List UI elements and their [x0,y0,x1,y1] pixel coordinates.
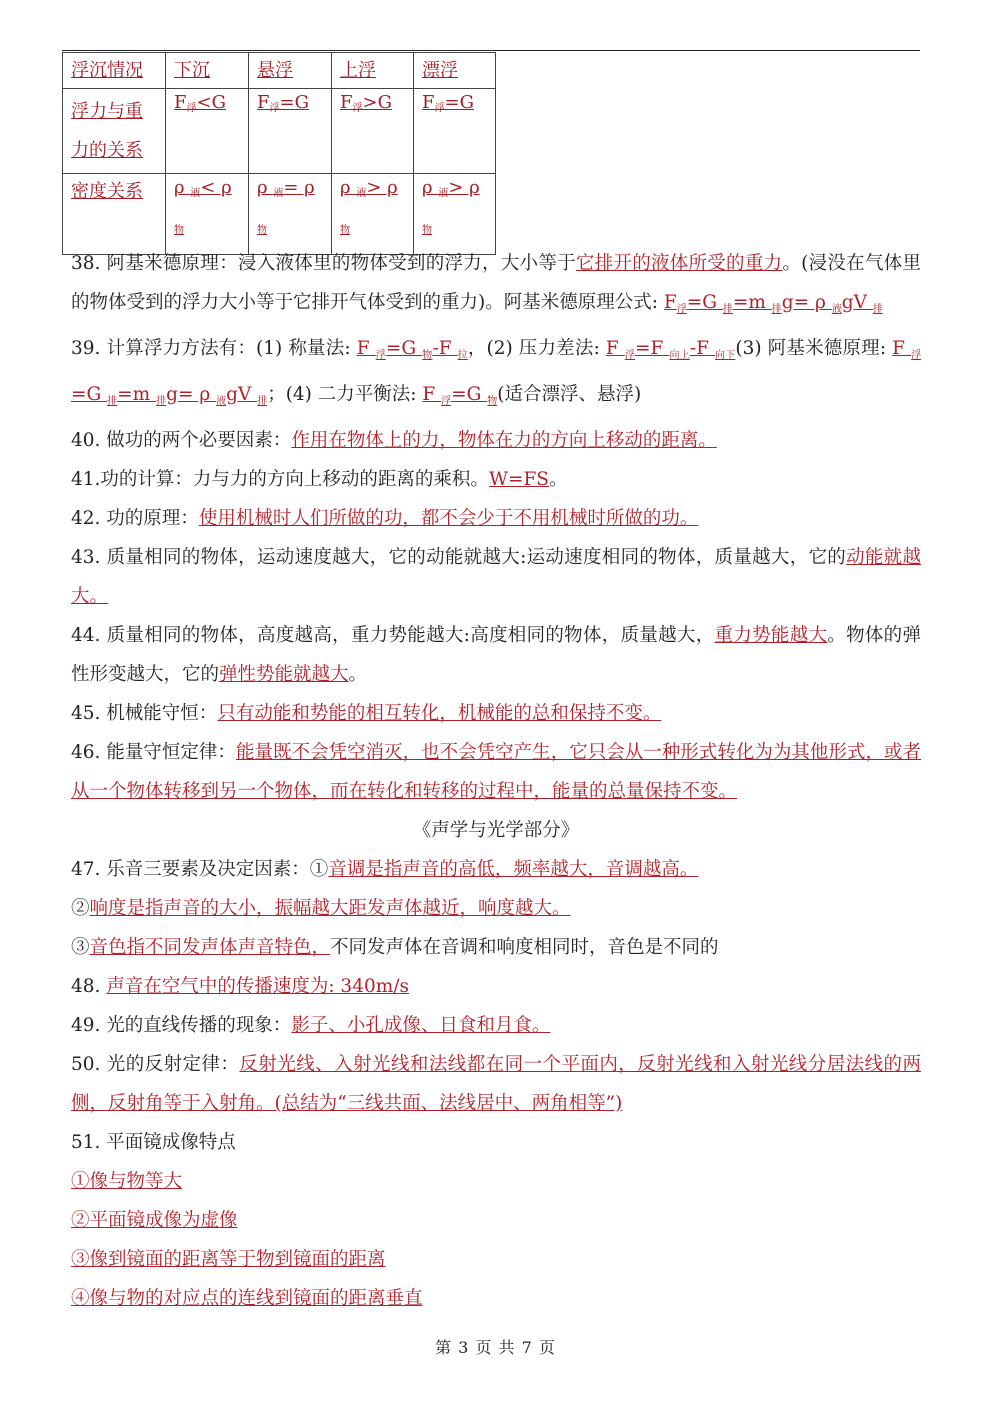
text: 50. 光的反射定律： [71,1054,240,1075]
text: (适合漂浮、悬浮) [497,384,642,405]
paragraph [71,1123,921,1162]
cell-text: 下沉 [174,60,210,81]
key-answer: gV [841,292,873,313]
key-answer: 物 [487,396,498,407]
cell-text: < ρ [200,177,232,198]
key-answer: =G [451,384,488,405]
text: ；(4) 二力平衡法: [267,384,423,405]
cell-subscript: 浮 [269,103,280,114]
key-answer: -F [432,338,458,359]
paragraph [71,538,921,616]
text: 48. [71,976,107,997]
key-answer: 它排开的液体所受的重力 [575,253,783,274]
text: 43. 质量相同的物体，运动速度越大，它的动能就越大:运动速度相同的物体，质量越大，它的 [71,547,847,568]
cell-text: > ρ [366,177,398,198]
section-title [71,811,921,850]
text: 41.功的计算：力与力的方向上移动的距离的乘积。 [71,469,489,490]
paragraph [71,1201,921,1240]
paragraph [71,1279,921,1318]
key-answer: 排 [771,304,782,315]
text: 40. 做功的两个必要因素： [71,430,292,451]
key-answer: 只有动能和势能的相互转化，机械能的总和保持不变。 [217,703,662,724]
paragraph [71,499,921,538]
cell-text: 浮力与重力的关系 [71,101,143,161]
key-answer: gV [226,384,258,405]
cell-text: >G [362,92,392,113]
text: 。物体的弹性形变越大，它的 [71,625,921,685]
text: 不同发声体在音调和响度相同时，音色是不同的 [330,937,719,958]
text: 《声学与光学部分》 [412,820,580,841]
paragraph [71,460,921,499]
cell-subscript: 物 [257,225,267,236]
key-answer: 音色指不同发声体声音特色， [89,937,331,958]
key-answer: 浮 [624,350,636,361]
cell-subscript: 液 [190,188,201,199]
key-answer: =G [686,292,723,313]
key-answer: 排 [722,304,733,315]
paragraph [71,733,921,811]
header-rule [62,50,920,51]
table-row [63,89,496,174]
key-answer: 排 [872,304,883,315]
cell-text: 浮沉情况 [71,60,143,81]
table-cell [332,53,414,89]
key-answer: 浮 [911,350,922,361]
key-answer: =m [732,292,772,313]
table-cell [414,53,496,89]
table-cell [63,174,166,255]
key-answer: g= ρ [781,292,832,313]
text: 38. 阿基米德原理：浸入液体里的物体受到的浮力，大小等于 [71,253,576,274]
key-answer: 拉 [457,350,468,361]
cell-text: = ρ [283,177,315,198]
key-answer: =G [71,384,108,405]
table-cell [332,174,414,255]
key-answer: 排 [257,396,268,407]
cell-text: 漂浮 [422,60,458,81]
table-cell [166,174,249,255]
key-answer: g= ρ [166,384,217,405]
key-answer: 向下 [715,350,736,361]
cell-subscript: 液 [438,188,449,199]
key-answer: 能量既不会凭空消灭，也不会凭空产生，它只会从一种形式转化为为其他形式，或者从一个物体转移到另一个物体，而在转化和转移的过程中，能量的总量保持不变。 [71,742,921,802]
key-answer: 液 [216,396,227,407]
key-answer: 物 [422,350,433,361]
table-cell [414,89,496,174]
text: 。 [348,664,368,685]
paragraph [71,1240,921,1279]
key-answer: ②平面镜成像为虚像 [71,1210,238,1231]
key-answer: 影子、小孔成像、日食和月食。 [291,1015,551,1036]
key-answer: =m [117,384,157,405]
cell-subscript: 物 [422,225,432,236]
cell-subscript: 液 [273,188,284,199]
key-answer: F [663,292,677,313]
paragraph [71,1006,921,1045]
table-row [63,53,496,89]
key-answer: 浮 [676,304,687,315]
table-cell [249,89,332,174]
page-footer: 第 3 页 共 7 页 [435,1338,556,1357]
table-cell [249,174,332,255]
key-answer: 音调是指声音的高低，频率越大，音调越高。 [328,859,699,880]
cell-text: F [422,92,435,113]
cell-subscript: 浮 [352,103,363,114]
cell-text: 密度关系 [71,181,143,202]
cell-text: ρ [174,177,191,198]
key-answer: 反射光线、入射光线和法线都在同一个平面内，反射光线和入射光线分居法线的两侧，反射角等于入射角。(总结为“三线共面、法线居中、两角相等”) [71,1054,921,1114]
cell-text: F [174,92,187,113]
key-answer: 浮 [441,396,452,407]
table-cell [63,53,166,89]
cell-text: 悬浮 [257,60,293,81]
key-answer: =F [635,338,670,359]
text: 。(浸没在气体里的物体受到的浮力大小等于它排开气体受到的重力)。阿基米德原理公式: [71,253,921,313]
cell-text: ρ [340,177,357,198]
document-body [71,244,921,1318]
key-answer: 动能就越大。 [71,547,921,607]
key-answer: 排 [156,396,167,407]
key-answer: 重力势能越大 [714,625,828,646]
key-answer: =G [385,338,423,359]
key-answer: 作用在物体上的力，物体在力的方向上移动的距离。 [291,430,717,451]
cell-text: > ρ [448,177,480,198]
key-answer: F [422,384,442,405]
key-answer: 响度是指声音的大小，振幅越大距发声体越近，响度越大。 [89,898,571,919]
cell-subscript: 物 [174,225,184,236]
text: 42. 功的原理： [71,508,199,529]
paragraph [71,1162,921,1201]
cell-text: F [257,92,270,113]
paragraph [71,1045,921,1123]
key-answer: ④像与物的对应点的连线到镜面的距离垂直 [71,1288,423,1309]
paragraph [71,850,921,889]
text: 51. 平面镜成像特点 [71,1132,236,1153]
text: ② [71,898,90,919]
table-cell [249,53,332,89]
text: 44. 质量相同的物体，高度越高，重力势能越大:高度相同的物体，质量越大， [71,625,715,646]
key-answer: F [892,338,912,359]
cell-text: <G [196,92,226,113]
key-answer: -F [689,338,715,359]
text: 46. 能量守恒定律： [71,742,236,763]
table-row [63,174,496,255]
paragraph [71,928,921,967]
key-answer: 向上 [669,350,690,361]
cell-subscript: 浮 [186,103,197,114]
text: 。 [548,469,568,490]
key-answer: 液 [831,304,842,315]
text: ，(2) 压力差法: [467,338,606,359]
table-cell [414,174,496,255]
text: (3) 阿基米德原理: [735,338,893,359]
key-answer: 使用机械时人们所做的功，都不会少于不用机械时所做的功。 [198,508,699,529]
buoyancy-table [62,52,496,255]
table-cell [63,89,166,174]
text: 49. 光的直线传播的现象： [71,1015,292,1036]
key-answer: 排 [107,396,118,407]
paragraph [71,694,921,733]
cell-text: =G [444,92,474,113]
cell-subscript: 浮 [434,103,445,114]
key-answer: 弹性势能就越大 [219,664,349,685]
key-answer: F [356,338,376,359]
key-answer: 浮 [375,350,386,361]
cell-text: ρ [422,177,439,198]
cell-text: ρ [257,177,274,198]
paragraph [71,889,921,928]
paragraph [71,421,921,460]
cell-text: 上浮 [340,60,376,81]
paragraph [71,967,921,1006]
paragraph [71,329,921,421]
text: 39. 计算浮力方法有：(1) 称量法: [71,338,357,359]
cell-subscript: 液 [356,188,367,199]
text: 47. 乐音三要素及决定因素：① [71,859,329,880]
table-cell [166,89,249,174]
key-answer: 声音在空气中的传播速度为: 340m/s [106,976,410,997]
text: ③ [71,937,90,958]
cell-subscript: 物 [340,225,350,236]
table-cell [332,89,414,174]
key-answer: ③像到镜面的距离等于物到镜面的距离 [71,1249,386,1270]
cell-text: =G [279,92,309,113]
key-answer: W=FS [488,469,549,490]
paragraph [71,616,921,694]
table-cell [166,53,249,89]
key-answer: ①像与物等大 [71,1171,183,1192]
key-answer: F [605,338,625,359]
paragraph [71,244,921,329]
text: 45. 机械能守恒： [71,703,218,724]
cell-text: F [340,92,353,113]
